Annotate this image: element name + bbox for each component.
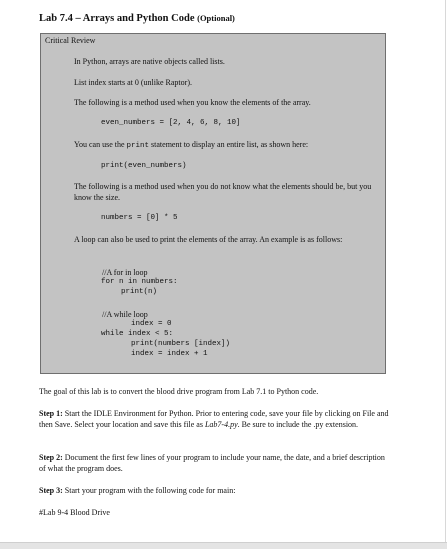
review-line-unknown-elements: The following is a method used when you do not know what the elements should be, but you know the size. — [74, 182, 372, 202]
review-line-index: List index starts at 0 (unlike Raptor). — [74, 78, 192, 87]
review-line-known-elements: The following is a method used when you know the elements of the array. — [74, 98, 311, 107]
step-2-label: Step 2: — [39, 453, 63, 462]
code-for-line-2: print(n) — [121, 288, 158, 296]
review-line-lists: In Python, arrays are native objects called lists. — [74, 57, 225, 66]
code-for-line-1: for n in numbers: — [101, 278, 178, 286]
step-1-text-b: . Be sure to include the .py extension. — [237, 420, 359, 429]
review-line-print — [74, 139, 308, 152]
goal-paragraph: The goal of this lab is to convert the blood drive program from Lab 7.1 to Python code. — [39, 387, 319, 396]
step-3-label: Step 3: — [39, 486, 63, 495]
print-text-pre: You can use the — [74, 140, 127, 149]
review-line-loop: A loop can also be used to print the elements of the array. An example is as follows: — [74, 235, 343, 244]
critical-review-heading: Critical Review — [45, 36, 96, 45]
code-while-line-2: while index < 5: — [101, 330, 174, 338]
step-3-paragraph — [39, 485, 391, 496]
critical-review-box — [40, 33, 386, 374]
blood-drive-comment: #Lab 9-4 Blood Drive — [39, 508, 110, 517]
code-while-line-4: index = index + 1 — [131, 350, 208, 358]
step-1-filename: Lab7-4.py — [204, 420, 238, 429]
comment-while-loop: //A while loop — [102, 310, 148, 319]
step-1-text-a: Start the IDLE Environment for Python. Prior to entering code, save your file by clicking on File and then Save. Select your location and save this file as — [39, 409, 389, 429]
print-keyword: print — [126, 142, 150, 150]
step-3-text: Start your program with the following code for main: — [62, 486, 236, 495]
code-while-line-3: print(numbers [index]) — [131, 340, 231, 348]
step-1-label: Step 1: — [39, 409, 63, 418]
code-print-even-numbers: print(even_numbers) — [101, 162, 187, 170]
code-numbers-list: numbers = [0] * 5 — [101, 214, 178, 222]
step-2-paragraph — [39, 452, 391, 474]
title-optional: (Optional) — [197, 13, 235, 23]
page-title — [39, 13, 235, 24]
step-1-paragraph — [39, 408, 391, 430]
code-even-numbers: even_numbers = [2, 4, 6, 8, 10] — [101, 119, 241, 127]
title-main: Lab 7.4 – Arrays and Python Code — [39, 13, 195, 24]
step-2-text: Document the first few lines of your program to include your name, the date, and a brief description of what the program does. — [39, 453, 385, 473]
comment-for-loop: //A for in loop — [102, 268, 148, 277]
print-text-post: statement to display an entire list, as shown here: — [149, 140, 309, 149]
code-while-line-1: index = 0 — [131, 320, 172, 328]
